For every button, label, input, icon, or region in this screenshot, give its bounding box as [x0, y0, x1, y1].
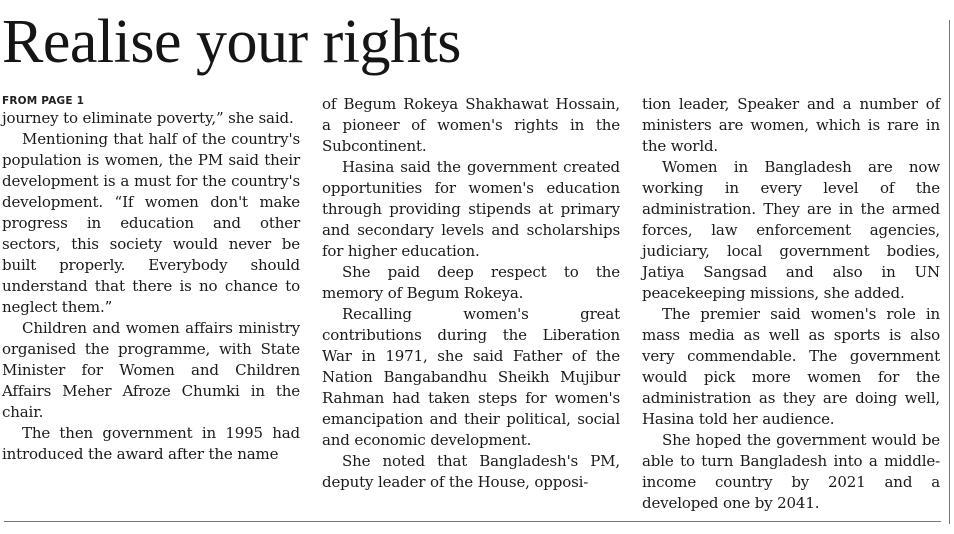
paragraph: She noted that Bangladesh's PM, deputy leader of the House, opposi- — [322, 452, 620, 491]
paragraph: She hoped the government would be able to turn Bangladesh into a middle-income country by 2021 and a developed one by 2041. — [642, 431, 940, 512]
paragraph: Children and women affairs ministry organised the programme, with State Minister for Women and Children Affairs Meher Afroze Chumki in the chair. — [2, 319, 300, 421]
paragraph: tion leader, Speaker and a number of ministers are women, which is rare in the world. — [642, 95, 940, 155]
article-column-3 — [642, 94, 940, 514]
article-column-1 — [2, 94, 300, 465]
article-column-2 — [322, 94, 620, 493]
headline: Realise your rights — [2, 8, 461, 76]
paragraph: Hasina said the government created opportunities for women's education through providing stipends at primary and secondary levels and scholarships for higher education. — [322, 158, 620, 260]
paragraph: The then government in 1995 had introduced the award after the name — [2, 424, 300, 463]
paragraph: She paid deep respect to the memory of Begum Rokeya. — [322, 263, 620, 302]
paragraph: of Begum Rokeya Shakhawat Hossain, a pioneer of women's rights in the Subcontinent. — [322, 95, 620, 155]
bottom-rule — [4, 521, 941, 522]
paragraph: Women in Bangladesh are now working in every level of the administration. They are in the armed forces, law enforcement agencies, judiciary, local government bodies, Jatiya Sangsad and also in UN peacekeeping missions, she added. — [642, 158, 940, 302]
paragraph: journey to eliminate poverty,” she said. — [2, 109, 294, 127]
continuation-kicker: FROM PAGE 1 — [2, 95, 85, 107]
paragraph: The premier said women's role in mass media as well as sports is also very commendable. The government would pick more women for the administration as they are doing well, Hasina told her audience. — [642, 305, 940, 428]
paragraph: Recalling women's great contributions during the Liberation War in 1971, she said Father of the Nation Bangabandhu Sheikh Mujibur Rahman had taken steps for women's emancipation and their political, social and economic development. — [322, 305, 620, 449]
paragraph: Mentioning that half of the country's population is women, the PM said their development is a must for the country's development. “If women don't make progress in education and other sectors, this society would never be built properly. Everybody should understand that there is no chance to neglect them.” — [2, 130, 300, 316]
column-rule-right — [949, 20, 950, 524]
